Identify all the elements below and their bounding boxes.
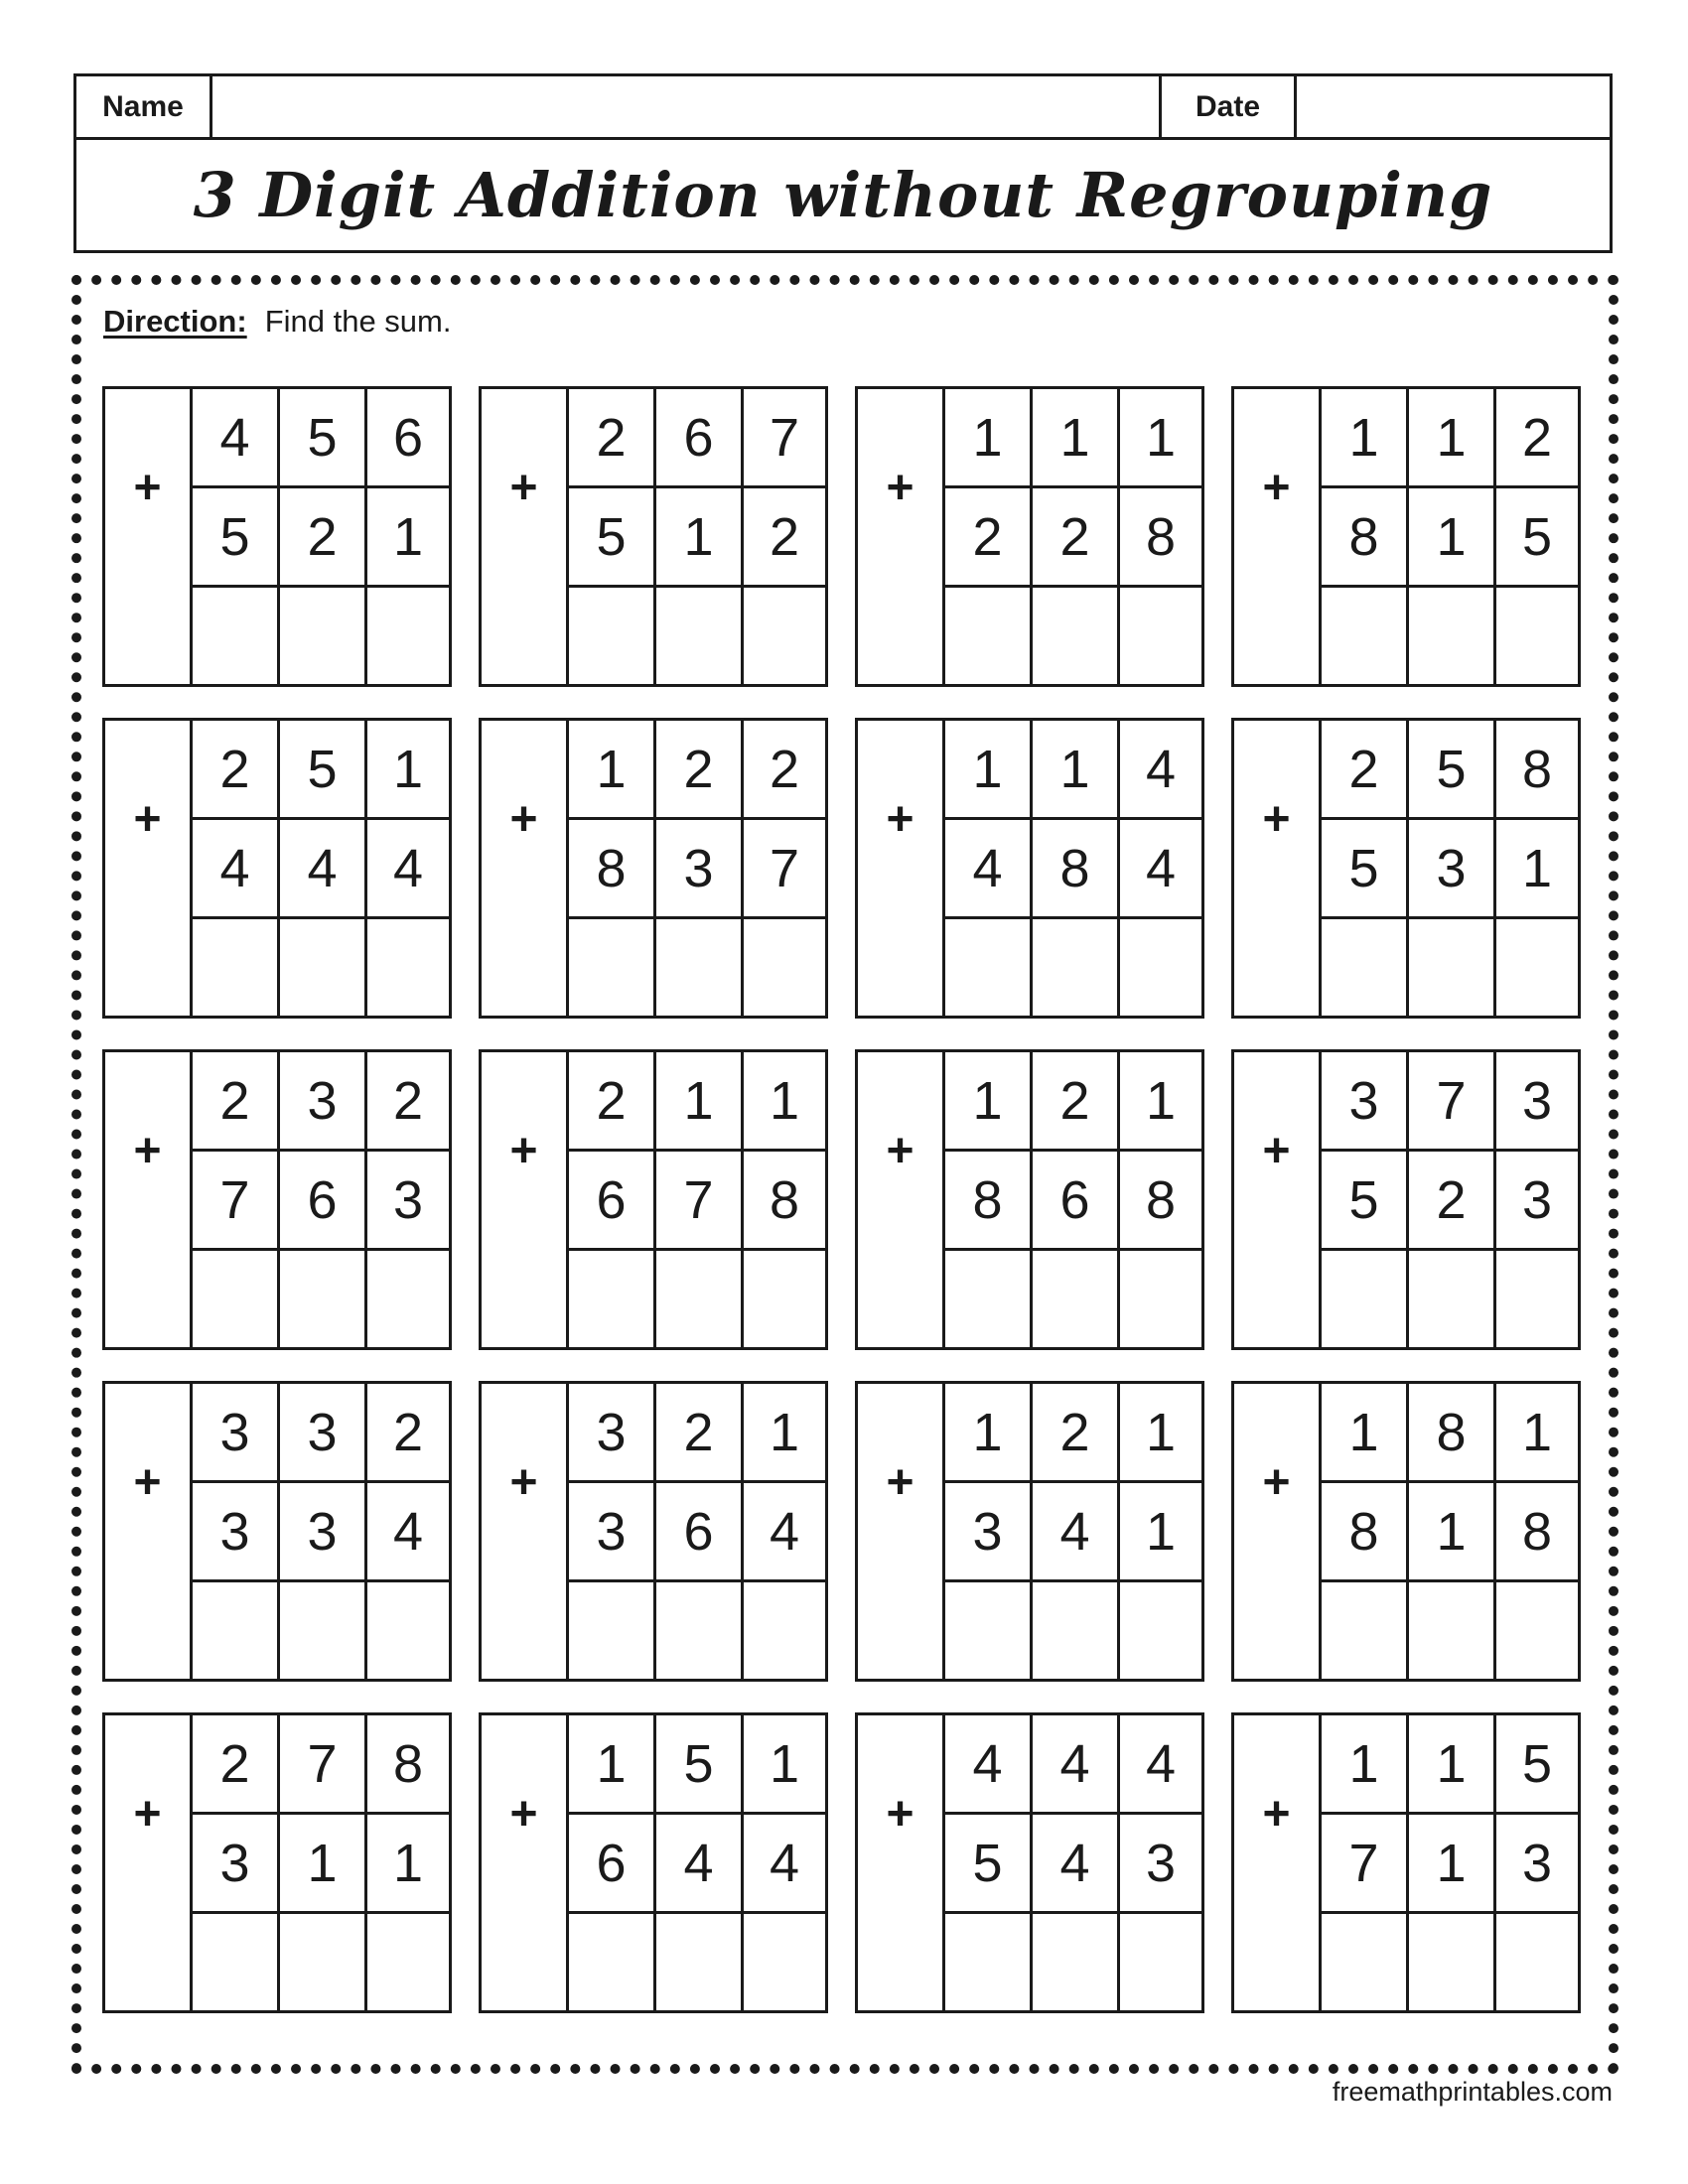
addend-bottom-digit: 5 bbox=[1322, 1152, 1409, 1251]
addend-top-digit: 2 bbox=[1033, 1384, 1120, 1483]
addend-top-digit: 1 bbox=[1322, 1384, 1409, 1483]
answer-box[interactable] bbox=[1234, 588, 1322, 684]
addend-top-digit: 1 bbox=[945, 1052, 1033, 1152]
addend-bottom-digit: 5 bbox=[1322, 820, 1409, 919]
addend-top-digit: 1 bbox=[367, 721, 449, 820]
addend-top-digit: 1 bbox=[569, 1715, 656, 1815]
addend-top-digit: 7 bbox=[280, 1715, 367, 1815]
addend-top-digit: 7 bbox=[744, 389, 825, 488]
plus-sign: + bbox=[105, 389, 193, 588]
answer-box[interactable] bbox=[1234, 1582, 1322, 1679]
addend-bottom-digit: 1 bbox=[1409, 488, 1496, 588]
name-label: Name bbox=[76, 76, 212, 137]
addend-bottom-digit: 4 bbox=[945, 820, 1033, 919]
answer-box[interactable] bbox=[858, 588, 945, 684]
addend-top-digit: 1 bbox=[1120, 389, 1201, 488]
addend-top-digit: 2 bbox=[367, 1052, 449, 1152]
addend-bottom-digit: 7 bbox=[656, 1152, 744, 1251]
addition-problem bbox=[1231, 386, 1581, 687]
answer-box[interactable] bbox=[569, 919, 656, 1016]
plus-sign: + bbox=[858, 389, 945, 588]
answer-box[interactable] bbox=[744, 1914, 825, 2010]
answer-box[interactable] bbox=[744, 919, 825, 1016]
answer-box[interactable] bbox=[193, 1251, 280, 1347]
addend-top-digit: 4 bbox=[1120, 1715, 1201, 1815]
answer-box[interactable] bbox=[280, 1582, 367, 1679]
answer-box[interactable] bbox=[569, 1914, 656, 2010]
addition-problem bbox=[855, 718, 1204, 1019]
addend-top-digit: 2 bbox=[1496, 389, 1578, 488]
addend-bottom-digit: 1 bbox=[280, 1815, 367, 1914]
addend-bottom-digit: 3 bbox=[945, 1483, 1033, 1582]
addend-top-digit: 2 bbox=[656, 721, 744, 820]
addend-top-digit: 5 bbox=[280, 389, 367, 488]
plus-sign: + bbox=[858, 721, 945, 919]
plus-sign: + bbox=[1234, 1052, 1322, 1251]
addition-problem bbox=[855, 1712, 1204, 2013]
addend-top-digit: 6 bbox=[656, 389, 744, 488]
direction-label: Direction: bbox=[103, 304, 247, 339]
addend-bottom-digit: 4 bbox=[744, 1815, 825, 1914]
addend-top-digit: 1 bbox=[1409, 1715, 1496, 1815]
answer-box[interactable] bbox=[858, 1914, 945, 2010]
answer-box[interactable] bbox=[1033, 1251, 1120, 1347]
date-label: Date bbox=[1162, 76, 1297, 137]
addend-top-digit: 4 bbox=[945, 1715, 1033, 1815]
addend-bottom-digit: 3 bbox=[193, 1815, 280, 1914]
answer-box[interactable] bbox=[1033, 919, 1120, 1016]
answer-box[interactable] bbox=[280, 588, 367, 684]
plus-sign: + bbox=[1234, 1715, 1322, 1914]
addend-bottom-digit: 6 bbox=[569, 1152, 656, 1251]
addend-top-digit: 4 bbox=[1033, 1715, 1120, 1815]
plus-sign: + bbox=[858, 1052, 945, 1251]
answer-box[interactable] bbox=[1322, 588, 1409, 684]
addition-problem bbox=[102, 1712, 452, 2013]
addend-bottom-digit: 6 bbox=[569, 1815, 656, 1914]
direction-text: Find the sum. bbox=[264, 304, 452, 339]
answer-box[interactable] bbox=[482, 1914, 569, 2010]
plus-sign: + bbox=[1234, 389, 1322, 588]
answer-box[interactable] bbox=[656, 919, 744, 1016]
addend-bottom-digit: 8 bbox=[1120, 488, 1201, 588]
addend-bottom-digit: 1 bbox=[1496, 820, 1578, 919]
addition-problem bbox=[479, 1049, 828, 1350]
answer-box[interactable] bbox=[656, 588, 744, 684]
addend-bottom-digit: 2 bbox=[945, 488, 1033, 588]
answer-box[interactable] bbox=[482, 1582, 569, 1679]
addend-bottom-digit: 2 bbox=[280, 488, 367, 588]
addend-top-digit: 1 bbox=[1033, 389, 1120, 488]
answer-box[interactable] bbox=[1120, 1251, 1201, 1347]
answer-box[interactable] bbox=[1496, 1914, 1578, 2010]
addition-problem bbox=[855, 386, 1204, 687]
answer-box[interactable] bbox=[945, 919, 1033, 1016]
worksheet-title: 3 Digit Addition without Regrouping bbox=[193, 159, 1493, 231]
addend-bottom-digit: 8 bbox=[744, 1152, 825, 1251]
plus-sign: + bbox=[482, 721, 569, 919]
addend-bottom-digit: 4 bbox=[193, 820, 280, 919]
answer-box[interactable] bbox=[1234, 919, 1322, 1016]
addend-bottom-digit: 8 bbox=[569, 820, 656, 919]
addend-top-digit: 1 bbox=[945, 1384, 1033, 1483]
answer-box[interactable] bbox=[367, 588, 449, 684]
answer-box[interactable] bbox=[1496, 1251, 1578, 1347]
addition-problem bbox=[479, 1712, 828, 2013]
addend-bottom-digit: 4 bbox=[1033, 1483, 1120, 1582]
addend-top-digit: 5 bbox=[656, 1715, 744, 1815]
addend-top-digit: 3 bbox=[280, 1052, 367, 1152]
answer-box[interactable] bbox=[1234, 1251, 1322, 1347]
addend-top-digit: 2 bbox=[569, 1052, 656, 1152]
addend-bottom-digit: 8 bbox=[1322, 488, 1409, 588]
addend-top-digit: 2 bbox=[744, 721, 825, 820]
footer-site: freemathprintables.com bbox=[1332, 2077, 1613, 2107]
addend-top-digit: 3 bbox=[280, 1384, 367, 1483]
addend-top-digit: 5 bbox=[280, 721, 367, 820]
answer-box[interactable] bbox=[1409, 588, 1496, 684]
addend-bottom-digit: 4 bbox=[367, 1483, 449, 1582]
answer-box[interactable] bbox=[569, 1582, 656, 1679]
addend-top-digit: 2 bbox=[569, 389, 656, 488]
addend-top-digit: 7 bbox=[1409, 1052, 1496, 1152]
addend-bottom-digit: 3 bbox=[193, 1483, 280, 1582]
plus-sign: + bbox=[1234, 721, 1322, 919]
addend-bottom-digit: 3 bbox=[656, 820, 744, 919]
addend-bottom-digit: 3 bbox=[569, 1483, 656, 1582]
addend-bottom-digit: 5 bbox=[193, 488, 280, 588]
addend-top-digit: 2 bbox=[656, 1384, 744, 1483]
plus-sign: + bbox=[858, 1715, 945, 1914]
answer-box[interactable] bbox=[105, 1582, 193, 1679]
answer-box[interactable] bbox=[858, 919, 945, 1016]
addend-bottom-digit: 3 bbox=[367, 1152, 449, 1251]
addend-top-digit: 2 bbox=[193, 721, 280, 820]
worksheet-header bbox=[73, 73, 1613, 253]
addend-top-digit: 1 bbox=[1322, 389, 1409, 488]
answer-box[interactable] bbox=[744, 1582, 825, 1679]
addend-bottom-digit: 5 bbox=[945, 1815, 1033, 1914]
addend-top-digit: 6 bbox=[367, 389, 449, 488]
addend-bottom-digit: 4 bbox=[280, 820, 367, 919]
direction-line bbox=[103, 304, 452, 340]
addition-problem bbox=[855, 1381, 1204, 1682]
answer-box[interactable] bbox=[1033, 588, 1120, 684]
addend-bottom-digit: 3 bbox=[1120, 1815, 1201, 1914]
addition-problem bbox=[479, 386, 828, 687]
addend-bottom-digit: 8 bbox=[1496, 1483, 1578, 1582]
answer-box[interactable] bbox=[1033, 1582, 1120, 1679]
addend-bottom-digit: 1 bbox=[1120, 1483, 1201, 1582]
addend-bottom-digit: 4 bbox=[367, 820, 449, 919]
answer-box[interactable] bbox=[105, 919, 193, 1016]
addend-bottom-digit: 5 bbox=[1496, 488, 1578, 588]
answer-box[interactable] bbox=[1496, 588, 1578, 684]
date-field[interactable] bbox=[1297, 76, 1610, 137]
plus-sign: + bbox=[482, 1052, 569, 1251]
answer-box[interactable] bbox=[367, 919, 449, 1016]
answer-box[interactable] bbox=[280, 1914, 367, 2010]
addend-top-digit: 1 bbox=[945, 389, 1033, 488]
addend-bottom-digit: 4 bbox=[656, 1815, 744, 1914]
answer-box[interactable] bbox=[744, 1251, 825, 1347]
answer-box[interactable] bbox=[569, 1251, 656, 1347]
answer-box[interactable] bbox=[945, 1251, 1033, 1347]
addition-problem bbox=[102, 1381, 452, 1682]
addend-top-digit: 1 bbox=[744, 1384, 825, 1483]
addition-problem bbox=[102, 718, 452, 1019]
answer-box[interactable] bbox=[1033, 1914, 1120, 2010]
addend-bottom-digit: 1 bbox=[1409, 1483, 1496, 1582]
answer-box[interactable] bbox=[193, 1914, 280, 2010]
plus-sign: + bbox=[482, 389, 569, 588]
addend-bottom-digit: 7 bbox=[744, 820, 825, 919]
answer-box[interactable] bbox=[1496, 1582, 1578, 1679]
answer-box[interactable] bbox=[105, 1914, 193, 2010]
addend-bottom-digit: 2 bbox=[1033, 488, 1120, 588]
addend-top-digit: 1 bbox=[744, 1715, 825, 1815]
plus-sign: + bbox=[482, 1715, 569, 1914]
addend-bottom-digit: 4 bbox=[1033, 1815, 1120, 1914]
addend-bottom-digit: 1 bbox=[1409, 1815, 1496, 1914]
answer-box[interactable] bbox=[193, 1582, 280, 1679]
addend-bottom-digit: 5 bbox=[569, 488, 656, 588]
answer-box[interactable] bbox=[1120, 588, 1201, 684]
addend-bottom-digit: 7 bbox=[193, 1152, 280, 1251]
answer-box[interactable] bbox=[1496, 919, 1578, 1016]
answer-box[interactable] bbox=[367, 1251, 449, 1347]
answer-box[interactable] bbox=[1120, 1582, 1201, 1679]
addend-bottom-digit: 1 bbox=[367, 488, 449, 588]
addend-bottom-digit: 3 bbox=[1496, 1815, 1578, 1914]
addend-bottom-digit: 3 bbox=[1409, 820, 1496, 919]
addend-bottom-digit: 4 bbox=[744, 1483, 825, 1582]
addend-bottom-digit: 8 bbox=[1322, 1483, 1409, 1582]
answer-box[interactable] bbox=[1409, 1582, 1496, 1679]
addition-problem bbox=[102, 386, 452, 687]
addition-problem bbox=[1231, 1712, 1581, 2013]
answer-box[interactable] bbox=[858, 1251, 945, 1347]
answer-box[interactable] bbox=[656, 1914, 744, 2010]
addend-bottom-digit: 1 bbox=[367, 1815, 449, 1914]
answer-box[interactable] bbox=[744, 588, 825, 684]
answer-box[interactable] bbox=[367, 1582, 449, 1679]
answer-box[interactable] bbox=[482, 919, 569, 1016]
answer-box[interactable] bbox=[1409, 919, 1496, 1016]
answer-box[interactable] bbox=[945, 1914, 1033, 2010]
addition-problem bbox=[102, 1049, 452, 1350]
addend-bottom-digit: 8 bbox=[1120, 1152, 1201, 1251]
addend-top-digit: 8 bbox=[367, 1715, 449, 1815]
addend-top-digit: 1 bbox=[1120, 1384, 1201, 1483]
addend-top-digit: 1 bbox=[1033, 721, 1120, 820]
addend-top-digit: 1 bbox=[1120, 1052, 1201, 1152]
answer-box[interactable] bbox=[1234, 1914, 1322, 2010]
addend-bottom-digit: 6 bbox=[656, 1483, 744, 1582]
answer-box[interactable] bbox=[945, 1582, 1033, 1679]
addend-bottom-digit: 3 bbox=[280, 1483, 367, 1582]
answer-box[interactable] bbox=[1322, 919, 1409, 1016]
answer-box[interactable] bbox=[280, 1251, 367, 1347]
answer-box[interactable] bbox=[858, 1582, 945, 1679]
plus-sign: + bbox=[482, 1384, 569, 1582]
addend-top-digit: 3 bbox=[193, 1384, 280, 1483]
addend-top-digit: 8 bbox=[1496, 721, 1578, 820]
addend-bottom-digit: 4 bbox=[1120, 820, 1201, 919]
answer-box[interactable] bbox=[656, 1582, 744, 1679]
addend-top-digit: 5 bbox=[1496, 1715, 1578, 1815]
addition-problem bbox=[855, 1049, 1204, 1350]
addition-problem bbox=[479, 718, 828, 1019]
addend-bottom-digit: 6 bbox=[280, 1152, 367, 1251]
addend-bottom-digit: 8 bbox=[1033, 820, 1120, 919]
answer-box[interactable] bbox=[1120, 919, 1201, 1016]
answer-box[interactable] bbox=[1322, 1914, 1409, 2010]
addend-top-digit: 2 bbox=[1322, 721, 1409, 820]
answer-box[interactable] bbox=[569, 588, 656, 684]
addition-problem bbox=[479, 1381, 828, 1682]
plus-sign: + bbox=[105, 721, 193, 919]
addend-top-digit: 1 bbox=[744, 1052, 825, 1152]
answer-box[interactable] bbox=[1322, 1582, 1409, 1679]
answer-box[interactable] bbox=[482, 588, 569, 684]
addend-top-digit: 4 bbox=[193, 389, 280, 488]
addend-top-digit: 1 bbox=[1496, 1384, 1578, 1483]
addend-bottom-digit: 7 bbox=[1322, 1815, 1409, 1914]
addend-top-digit: 2 bbox=[193, 1715, 280, 1815]
addend-top-digit: 3 bbox=[1496, 1052, 1578, 1152]
addend-top-digit: 8 bbox=[1409, 1384, 1496, 1483]
plus-sign: + bbox=[105, 1384, 193, 1582]
answer-box[interactable] bbox=[1322, 1251, 1409, 1347]
name-date-row bbox=[76, 76, 1610, 140]
addend-top-digit: 2 bbox=[193, 1052, 280, 1152]
addend-bottom-digit: 1 bbox=[656, 488, 744, 588]
answer-box[interactable] bbox=[656, 1251, 744, 1347]
answer-box[interactable] bbox=[1120, 1914, 1201, 2010]
answer-box[interactable] bbox=[193, 919, 280, 1016]
answer-box[interactable] bbox=[193, 588, 280, 684]
addend-bottom-digit: 3 bbox=[1496, 1152, 1578, 1251]
answer-box[interactable] bbox=[1409, 1914, 1496, 2010]
plus-sign: + bbox=[105, 1052, 193, 1251]
addend-bottom-digit: 6 bbox=[1033, 1152, 1120, 1251]
addend-top-digit: 1 bbox=[945, 721, 1033, 820]
answer-box[interactable] bbox=[280, 919, 367, 1016]
plus-sign: + bbox=[105, 1715, 193, 1914]
addition-problem bbox=[1231, 1049, 1581, 1350]
addend-bottom-digit: 2 bbox=[1409, 1152, 1496, 1251]
plus-sign: + bbox=[1234, 1384, 1322, 1582]
answer-box[interactable] bbox=[482, 1251, 569, 1347]
name-field[interactable] bbox=[212, 76, 1162, 137]
answer-box[interactable] bbox=[367, 1914, 449, 2010]
addend-top-digit: 5 bbox=[1409, 721, 1496, 820]
addend-top-digit: 2 bbox=[1033, 1052, 1120, 1152]
addition-problem bbox=[1231, 718, 1581, 1019]
addend-top-digit: 3 bbox=[1322, 1052, 1409, 1152]
addend-top-digit: 1 bbox=[1322, 1715, 1409, 1815]
addend-top-digit: 2 bbox=[367, 1384, 449, 1483]
addition-problem bbox=[1231, 1381, 1581, 1682]
answer-box[interactable] bbox=[105, 1251, 193, 1347]
answer-box[interactable] bbox=[105, 588, 193, 684]
addend-top-digit: 4 bbox=[1120, 721, 1201, 820]
addend-bottom-digit: 8 bbox=[945, 1152, 1033, 1251]
addend-top-digit: 3 bbox=[569, 1384, 656, 1483]
answer-box[interactable] bbox=[1409, 1251, 1496, 1347]
addend-top-digit: 1 bbox=[656, 1052, 744, 1152]
addend-top-digit: 1 bbox=[569, 721, 656, 820]
plus-sign: + bbox=[858, 1384, 945, 1582]
addend-top-digit: 1 bbox=[1409, 389, 1496, 488]
addend-bottom-digit: 2 bbox=[744, 488, 825, 588]
answer-box[interactable] bbox=[945, 588, 1033, 684]
